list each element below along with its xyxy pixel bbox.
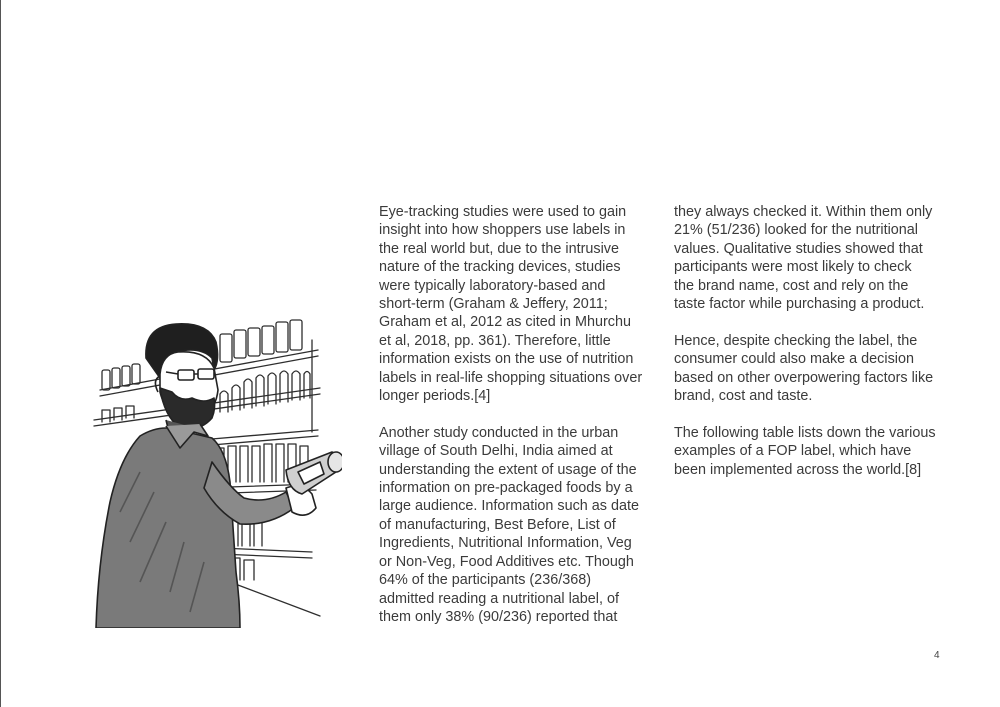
paragraph-south-delhi-study bbox=[379, 424, 661, 626]
text-line: longer periods.[4] bbox=[379, 388, 491, 405]
text-line: examples of a FOP label, which have bbox=[674, 443, 912, 460]
text-line: Eye-tracking studies were used to gain bbox=[379, 204, 627, 220]
text-line: participants were most likely to check bbox=[674, 259, 912, 276]
text-line: consumer could also make a decision bbox=[674, 351, 914, 368]
text-line: taste factor while purchasing a product. bbox=[674, 296, 925, 313]
paragraph-fop-table-intro bbox=[674, 424, 956, 479]
text-line: the real world but, due to the intrusive bbox=[379, 240, 619, 257]
text-line: insight into how shoppers use labels in bbox=[379, 222, 626, 239]
text-column-right bbox=[674, 203, 956, 497]
text-line: brand, cost and taste. bbox=[674, 388, 813, 405]
text-line: Graham et al, 2012 as cited in Mhurchu bbox=[379, 314, 631, 331]
text-line: Hence, despite checking the label, the bbox=[674, 332, 918, 349]
page-number: 4 bbox=[934, 650, 940, 661]
text-line: 64% of the participants (236/368) bbox=[379, 572, 591, 589]
text-line: of manufacturing, Best Before, List of bbox=[379, 516, 616, 533]
text-line: understanding the extent of usage of the bbox=[379, 461, 637, 478]
text-line: labels in real-life shopping situations over bbox=[379, 369, 643, 386]
text-line: village of South Delhi, India aimed at bbox=[379, 443, 613, 460]
text-line: short-term (Graham & Jeffery, 2011; bbox=[379, 296, 608, 313]
text-line: Another study conducted in the urban bbox=[379, 424, 619, 441]
text-line: been implemented across the world.[8] bbox=[674, 461, 922, 478]
text-line: Ingredients, Nutritional Information, Veg bbox=[379, 535, 632, 552]
text-line: large audience. Information such as date bbox=[379, 498, 639, 515]
text-line: admitted reading a nutritional label, of bbox=[379, 590, 619, 607]
text-line: information on pre-packaged foods by a bbox=[379, 480, 633, 497]
text-line: et al, 2018, pp. 361). Therefore, little bbox=[379, 332, 611, 349]
paragraph-eye-tracking bbox=[379, 203, 661, 405]
text-line: they always checked it. Within them only bbox=[674, 204, 933, 220]
text-line: were typically laboratory-based and bbox=[379, 277, 606, 294]
text-line: values. Qualitative studies showed that bbox=[674, 240, 923, 257]
paragraph-checked-label bbox=[674, 203, 956, 313]
man-reading-jar-label-sketch bbox=[80, 312, 342, 628]
paragraph-decision-factors bbox=[674, 332, 956, 406]
text-line: information exists on the use of nutrition bbox=[379, 351, 634, 368]
text-line: or Non-Veg, Food Additives etc. Though bbox=[379, 553, 634, 570]
text-line: 21% (51/236) looked for the nutritional bbox=[674, 222, 918, 239]
text-line: nature of the tracking devices, studies bbox=[379, 259, 621, 276]
text-line: based on other overpowering factors like bbox=[674, 369, 934, 386]
text-line: The following table lists down the various bbox=[674, 424, 936, 441]
text-column-left bbox=[379, 203, 661, 645]
text-line: them only 38% (90/236) reported that bbox=[379, 608, 618, 625]
page-edge-rule bbox=[0, 0, 1, 707]
text-line: the brand name, cost and rely on the bbox=[674, 277, 909, 294]
